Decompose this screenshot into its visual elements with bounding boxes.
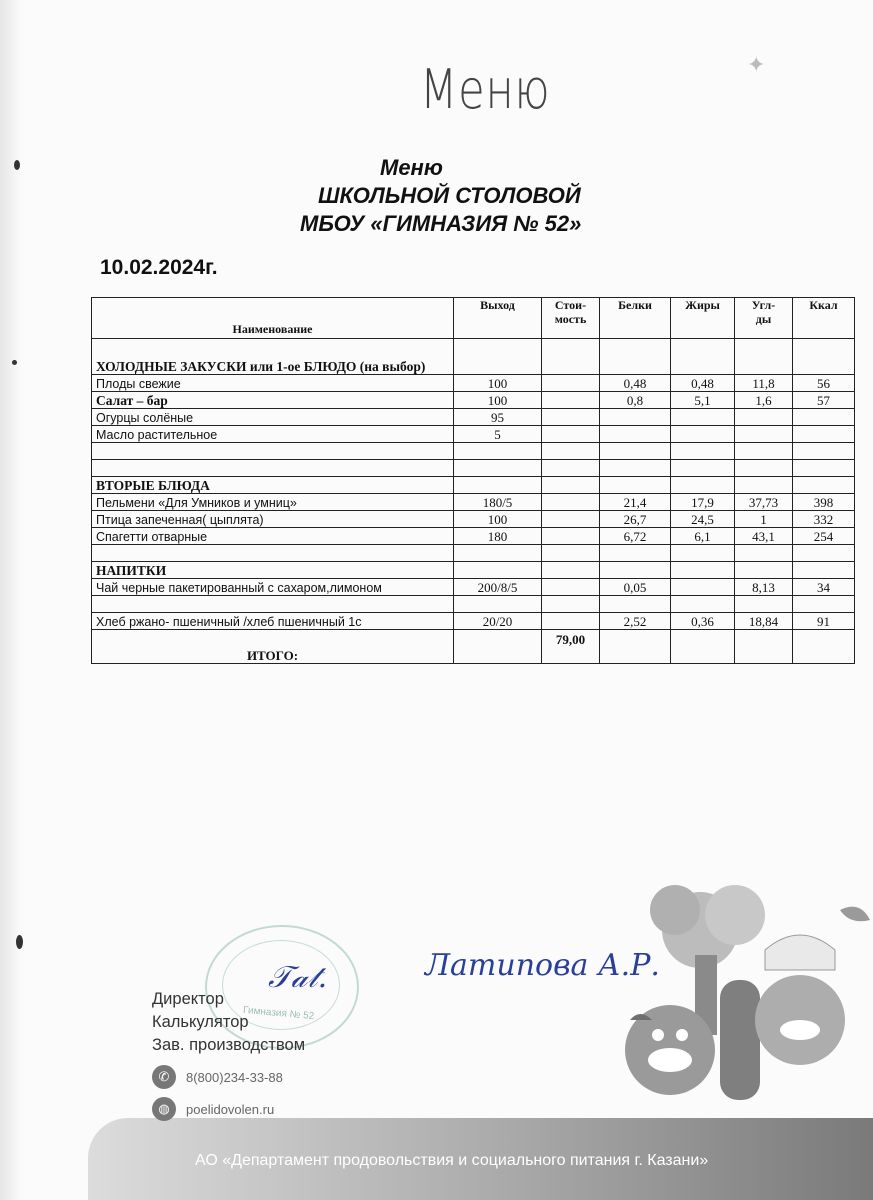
cell-fat: 0,36 <box>671 613 735 630</box>
cell-kcal: 398 <box>793 494 855 511</box>
table-row <box>92 511 855 528</box>
header-output: Выход <box>454 298 542 339</box>
cell-name: Чай черные пакетированный с сахаром,лимоном <box>92 579 454 596</box>
cell-kcal: 91 <box>793 613 855 630</box>
cell-name <box>92 443 454 460</box>
header-carbs-line2: ды <box>755 312 772 326</box>
cell-protein <box>600 562 671 579</box>
cell-output: 180 <box>454 528 542 545</box>
cell-carbs: 1 <box>735 511 793 528</box>
cell-kcal <box>793 409 855 426</box>
cell-carbs <box>735 545 793 562</box>
cell-protein <box>600 409 671 426</box>
stamp-text: Гимназия № 52 <box>242 1004 315 1023</box>
table-row <box>92 613 855 630</box>
header-fat: Жиры <box>671 298 735 339</box>
phone-number: 8(800)234-33-88 <box>186 1069 283 1085</box>
total-carbs <box>735 630 793 664</box>
header-line-2: ШКОЛЬНОЙ СТОЛОВОЙ <box>318 183 581 208</box>
cell-carbs: 43,1 <box>735 528 793 545</box>
table-row <box>92 596 855 613</box>
cell-kcal <box>793 443 855 460</box>
cell-cost <box>542 339 600 375</box>
cell-output <box>454 460 542 477</box>
header-line-1: Меню <box>380 155 443 180</box>
cell-carbs: 18,84 <box>735 613 793 630</box>
cell-fat <box>671 443 735 460</box>
cell-kcal: 34 <box>793 579 855 596</box>
cell-protein <box>600 477 671 494</box>
cell-carbs: 37,73 <box>735 494 793 511</box>
table-row <box>92 426 855 443</box>
phone-icon: ✆ <box>152 1065 176 1089</box>
sparkle-icon: ✦ <box>747 52 766 77</box>
header-protein: Белки <box>600 298 671 339</box>
cell-carbs: 8,13 <box>735 579 793 596</box>
cell-fat <box>671 339 735 375</box>
cell-cost <box>542 494 600 511</box>
cell-name: ВТОРЫЕ БЛЮДА <box>92 477 454 494</box>
cell-kcal <box>793 545 855 562</box>
table-row <box>92 460 855 477</box>
cell-carbs <box>735 409 793 426</box>
cell-cost <box>542 545 600 562</box>
total-cost: 79,00 <box>542 630 600 664</box>
cell-fat <box>671 545 735 562</box>
cell-output: 100 <box>454 392 542 409</box>
cell-protein: 0,05 <box>600 579 671 596</box>
cell-output: 100 <box>454 375 542 392</box>
globe-icon: ◍ <box>152 1097 176 1121</box>
cell-cost <box>542 443 600 460</box>
role-calculator: Калькулятор <box>152 1013 249 1031</box>
cell-fat: 24,5 <box>671 511 735 528</box>
menu-table <box>91 297 855 664</box>
cell-cost <box>542 392 600 409</box>
total-row <box>92 630 855 664</box>
cell-output: 95 <box>454 409 542 426</box>
cell-carbs <box>735 596 793 613</box>
table-row <box>92 528 855 545</box>
phone-contact <box>152 1065 283 1089</box>
total-protein <box>600 630 671 664</box>
cell-name: Плоды свежие <box>92 375 454 392</box>
cell-cost <box>542 528 600 545</box>
table-row <box>92 339 855 375</box>
cell-fat <box>671 460 735 477</box>
cell-name: Птица запеченная( цыплята) <box>92 511 454 528</box>
cell-protein: 21,4 <box>600 494 671 511</box>
signature-roles <box>152 988 305 1057</box>
table-row <box>92 375 855 392</box>
cell-kcal <box>793 596 855 613</box>
total-output <box>454 630 542 664</box>
cell-fat: 6,1 <box>671 528 735 545</box>
cell-carbs <box>735 426 793 443</box>
cell-name: Спагетти отварные <box>92 528 454 545</box>
header-cost <box>542 298 600 339</box>
cell-protein: 2,52 <box>600 613 671 630</box>
cell-output <box>454 339 542 375</box>
cell-output: 180/5 <box>454 494 542 511</box>
table-row <box>92 579 855 596</box>
cell-cost <box>542 511 600 528</box>
cell-output <box>454 545 542 562</box>
total-kcal <box>793 630 855 664</box>
cell-carbs <box>735 477 793 494</box>
cell-kcal <box>793 562 855 579</box>
website-url: poelidovolen.ru <box>186 1101 275 1117</box>
cell-protein <box>600 426 671 443</box>
cell-cost <box>542 596 600 613</box>
handwritten-title: Меню <box>420 58 551 121</box>
table-row <box>92 443 855 460</box>
cell-kcal: 254 <box>793 528 855 545</box>
cell-protein <box>600 460 671 477</box>
cell-name: НАПИТКИ <box>92 562 454 579</box>
cell-fat <box>671 426 735 443</box>
cell-cost <box>542 613 600 630</box>
cell-fat <box>671 579 735 596</box>
scan-speck <box>14 160 20 170</box>
cell-fat <box>671 409 735 426</box>
table-row <box>92 392 855 409</box>
cell-cost <box>542 375 600 392</box>
footer-organization: АО «Департамент продовольствия и социального питания г. Казани» <box>195 1152 709 1169</box>
cell-name: Салат – бар <box>92 392 454 409</box>
cell-protein: 26,7 <box>600 511 671 528</box>
total-label: ИТОГО: <box>92 630 454 664</box>
cell-name: Пельмени «Для Умников и умниц» <box>92 494 454 511</box>
cell-output <box>454 596 542 613</box>
cell-cost <box>542 460 600 477</box>
cell-name <box>92 596 454 613</box>
cell-output <box>454 477 542 494</box>
cell-kcal <box>793 460 855 477</box>
cell-cost <box>542 409 600 426</box>
signature-scribble: 𝒯𝒶𝓉. <box>268 960 328 995</box>
vegetable-characters-illustration <box>600 870 873 1120</box>
cell-protein <box>600 545 671 562</box>
cell-carbs <box>735 460 793 477</box>
total-fat <box>671 630 735 664</box>
cell-name <box>92 545 454 562</box>
table-row <box>92 562 855 579</box>
cell-protein: 0,48 <box>600 375 671 392</box>
cell-carbs <box>735 443 793 460</box>
header-kcal: Ккал <box>793 298 855 339</box>
header-cost-line1: Стои- <box>554 298 587 312</box>
header-carbs <box>735 298 793 339</box>
cell-kcal <box>793 426 855 443</box>
cell-carbs <box>735 562 793 579</box>
cell-fat <box>671 562 735 579</box>
cell-kcal: 56 <box>793 375 855 392</box>
cell-output: 5 <box>454 426 542 443</box>
table-row <box>92 477 855 494</box>
scan-shadow <box>0 0 22 1200</box>
cell-output <box>454 443 542 460</box>
cell-carbs: 1,6 <box>735 392 793 409</box>
cell-name: Огурцы солёные <box>92 409 454 426</box>
table-header-row <box>92 298 855 339</box>
cell-fat: 17,9 <box>671 494 735 511</box>
scan-speck <box>12 360 17 365</box>
table-row <box>92 494 855 511</box>
director-signature: Латипова А.Р. <box>425 948 660 983</box>
table-row <box>92 409 855 426</box>
cell-fat <box>671 596 735 613</box>
cell-protein: 6,72 <box>600 528 671 545</box>
header-line-3: МБОУ «ГИМНАЗИЯ № 52» <box>300 211 582 236</box>
website-contact <box>152 1097 274 1121</box>
cell-carbs <box>735 339 793 375</box>
cell-output: 100 <box>454 511 542 528</box>
cell-cost <box>542 426 600 443</box>
cell-output: 20/20 <box>454 613 542 630</box>
cell-protein: 0,8 <box>600 392 671 409</box>
cell-fat: 0,48 <box>671 375 735 392</box>
cell-name: Масло растительное <box>92 426 454 443</box>
cell-cost <box>542 477 600 494</box>
cell-fat <box>671 477 735 494</box>
table-row <box>92 545 855 562</box>
header-carbs-line1: Угл- <box>751 298 776 312</box>
cell-name <box>92 460 454 477</box>
cell-kcal <box>793 339 855 375</box>
cell-kcal: 57 <box>793 392 855 409</box>
role-production-head: Зав. производством <box>152 1036 306 1054</box>
role-director: Директор <box>152 990 224 1008</box>
menu-date: 10.02.2024г. <box>100 256 218 279</box>
cell-kcal <box>793 477 855 494</box>
header-cost-line2: мость <box>554 312 587 326</box>
cell-cost <box>542 562 600 579</box>
cell-carbs: 11,8 <box>735 375 793 392</box>
cell-protein <box>600 596 671 613</box>
cell-name: ХОЛОДНЫЕ ЗАКУСКИ или 1-ое БЛЮДО (на выбор) <box>92 339 454 375</box>
cell-name: Хлеб ржано- пшеничный /хлеб пшеничный 1с <box>92 613 454 630</box>
cell-output <box>454 562 542 579</box>
cell-cost <box>542 579 600 596</box>
header-name: Наименование <box>92 298 454 339</box>
cell-fat: 5,1 <box>671 392 735 409</box>
cell-kcal: 332 <box>793 511 855 528</box>
cell-output: 200/8/5 <box>454 579 542 596</box>
cell-protein <box>600 443 671 460</box>
cell-protein <box>600 339 671 375</box>
scan-speck <box>16 935 23 949</box>
